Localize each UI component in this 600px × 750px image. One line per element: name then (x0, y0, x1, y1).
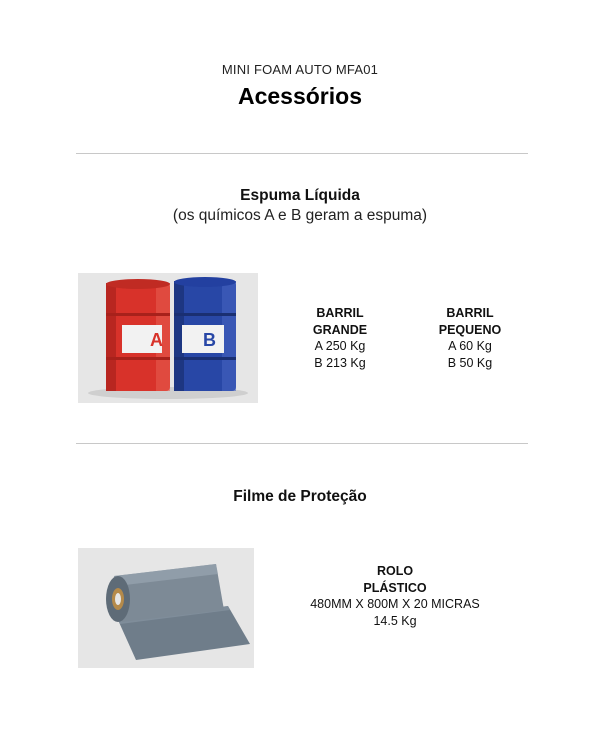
spec-barrel-large-line1: BARRIL (316, 306, 364, 320)
spec-barrel-small-line2: PEQUENO (438, 322, 502, 337)
spec-barrel-large-line4: B 213 Kg (314, 355, 366, 370)
section-foam-subtitle: (os químicos A e B geram a espuma) (172, 207, 428, 224)
barrel-b-letter: B (203, 330, 216, 350)
section-foam-title: Espuma Líquida (240, 187, 360, 204)
film-roll-image (78, 548, 254, 668)
spec-barrel-small (420, 305, 520, 371)
divider-middle (76, 443, 528, 444)
spec-barrel-small-line3: A 60 Kg (448, 339, 492, 353)
spec-barrel-large-line2: GRANDE (312, 322, 368, 337)
spec-film-roll-line3: 480MM X 800M X 20 MICRAS (310, 597, 480, 611)
divider-top (76, 153, 528, 154)
spec-film-roll-line1: ROLO (376, 564, 414, 578)
spec-barrel-large-line3: A 250 Kg (314, 339, 366, 353)
film-roll-illustration (78, 548, 254, 668)
barrels-image (78, 273, 258, 403)
barrel-a-letter: A (150, 330, 163, 350)
page-title: Acessórios (237, 83, 362, 109)
spec-film-roll-line4: 14.5 Kg (373, 613, 417, 628)
spec-barrel-small-line4: B 50 Kg (447, 355, 493, 370)
spec-film-roll-line2: PLÁSTICO (363, 580, 427, 595)
barrels-illustration (78, 273, 258, 403)
spec-film-roll (300, 563, 490, 629)
product-subtitle: MINI FOAM AUTO MFA01 (221, 62, 379, 77)
spec-barrel-large (290, 305, 390, 371)
section-film-title: Filme de Proteção (233, 488, 367, 505)
spec-barrel-small-line1: BARRIL (446, 306, 494, 320)
